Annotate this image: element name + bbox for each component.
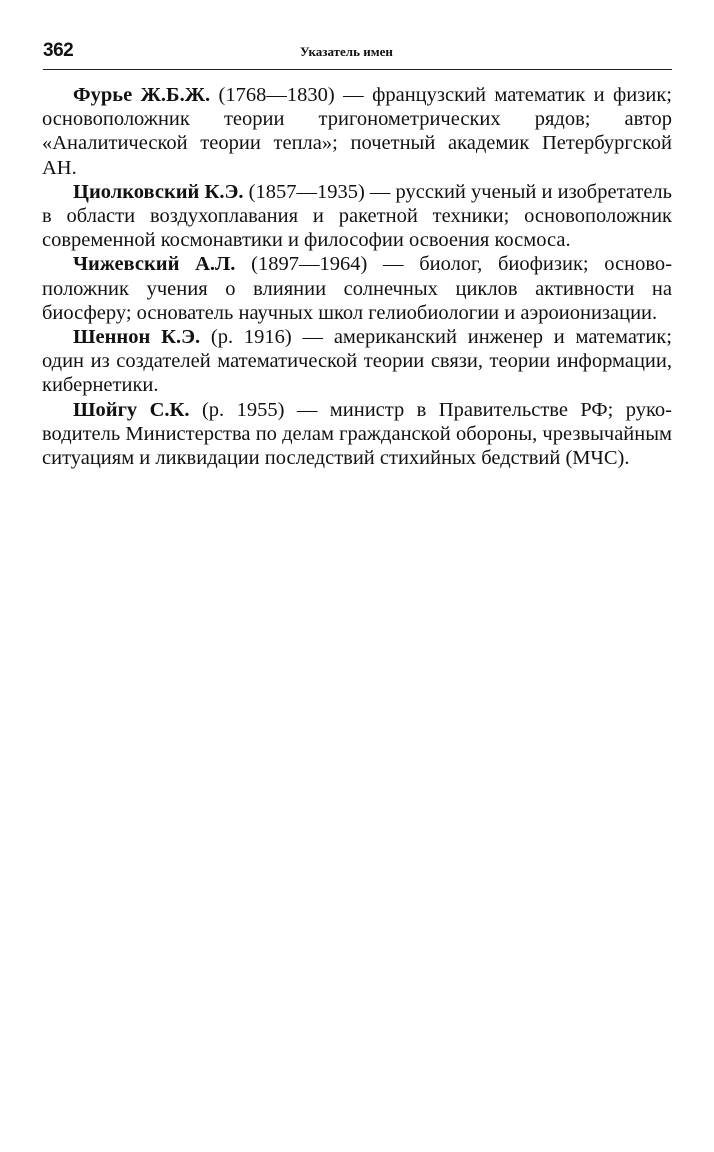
entry-name: Шойгу С.К.: [73, 398, 190, 421]
index-entry-shoigu: [42, 398, 672, 471]
index-entry-shannon: [42, 325, 672, 398]
header-rule: [43, 69, 672, 70]
index-entry-tsiolkovsky: [42, 180, 672, 253]
entry-name: Шеннон К.Э.: [73, 326, 201, 349]
index-entry-chizhevsky: [42, 252, 672, 325]
entry-text: (1897—1964) — биолог, биофизик; основоположник учения о влиянии солнечных циклов активности на биосферу; основатель научных школ гелиобиологии и аэроионизации.: [42, 253, 673, 324]
entry-text: (1768—1830) — французский математик и физик; основоположник теории тригонометрических рядов; автор «Аналитической теории тепла»; почетный академик Петербургской АН.: [42, 84, 672, 179]
entry-text: (р. 1955) — министр в Правительстве РФ; руководитель Министерства по делам гражданской обороны, чрезвычайным ситуациям и ликвидации последствий стихийных бедствий (МЧС).: [42, 398, 672, 470]
entry-text: (1857—1935) — русский ученый и изобретатель в области воздухоплавания и ракетной техники; основоположник современной космонавтики и философии освоения космоса.: [42, 180, 672, 252]
entry-name: Циолковский К.Э.: [73, 180, 244, 203]
running-head: Указатель имен: [300, 44, 393, 59]
entry-name: Чижевский А.Л.: [73, 253, 236, 276]
name-index-entries: [42, 83, 672, 470]
page-header: [43, 40, 672, 66]
page-number: 362: [43, 40, 74, 61]
entry-text: (р. 1916) — американский инженер и математик; один из создателей математической теории связи, теории информации, кибернетики.: [42, 326, 672, 397]
entry-name: Фурье Ж.Б.Ж.: [73, 84, 211, 106]
index-entry-fourier: [42, 83, 672, 180]
